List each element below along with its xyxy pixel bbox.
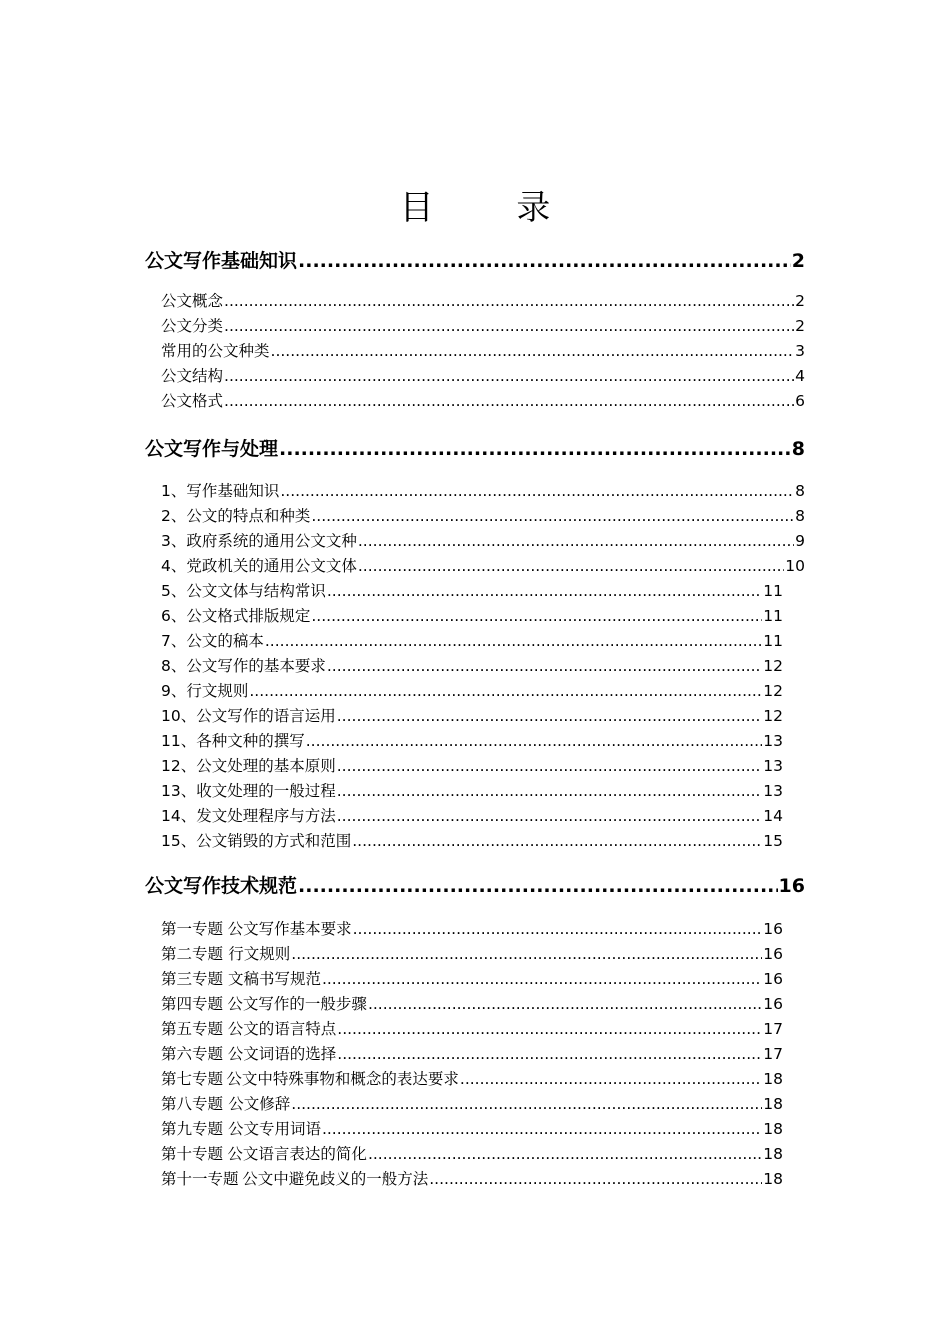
entry-prefix: 第一专题 [161,920,224,938]
dot-leader [291,945,762,963]
dot-leader [291,1095,762,1113]
entry-page: 12 [763,682,783,700]
dot-leader [224,392,794,410]
section-page: 8 [791,438,805,460]
toc-entry[interactable] [161,364,805,386]
dot-leader [327,582,762,600]
toc-entry[interactable] [161,1042,783,1064]
toc-section-2[interactable] [145,434,805,460]
dot-leader [429,1170,762,1188]
dot-leader [368,995,762,1013]
entry-label: 公文分类 [161,317,224,335]
entry-prefix: 第五专题 [161,1020,224,1038]
entry-label: 公文的语言特点 [227,1020,337,1038]
toc-entry[interactable] [161,804,783,826]
toc-entry[interactable] [161,942,783,964]
dot-leader [337,1020,762,1038]
entry-label: 行文规则 [228,945,291,963]
entry-page: 8 [795,482,805,500]
entry-page: 6 [795,392,805,410]
entry-page: 10 [785,557,805,575]
entry-page: 3 [795,342,805,360]
entry-label: 文稿书写规范 [227,970,321,988]
entry-label: 公文格式 [161,392,224,410]
toc-entry[interactable] [161,529,805,551]
entry-page: 12 [763,707,783,725]
entry-prefix: 第三专题 [161,970,224,988]
entry-page: 18 [763,1070,783,1088]
entry-page: 14 [763,807,783,825]
entry-page: 16 [763,945,783,963]
entry-label: 公文修辞 [228,1095,291,1113]
toc-entry[interactable] [161,554,805,576]
entry-page: 18 [763,1120,783,1138]
toc-section-1[interactable] [145,246,805,272]
dot-leader [322,1120,762,1138]
toc-entry[interactable] [161,654,783,676]
entry-label: 公文概念 [161,292,224,310]
dot-leader [306,732,763,750]
entry-label: 8、公文写作的基本要求 [161,657,326,675]
entry-label: 公文语言表达的简化 [227,1145,367,1163]
entry-page: 18 [763,1145,783,1163]
toc-entry[interactable] [161,289,805,311]
section-page: 2 [791,250,805,272]
entry-prefix: 第九专题 [161,1120,224,1138]
entry-page: 16 [763,995,783,1013]
entry-page: 16 [763,920,783,938]
entry-label: 2、公文的特点和种类 [161,507,311,525]
dot-leader [224,367,794,385]
entry-prefix: 第十一专题 [161,1170,239,1188]
toc-entry[interactable] [161,1092,783,1114]
entry-page: 18 [763,1095,783,1113]
page-title: 目 录 [399,188,587,228]
entry-prefix: 第十专题 [161,1145,224,1163]
entry-label: 公文写作基本要求 [227,920,352,938]
toc-entry[interactable] [161,917,783,939]
entry-page: 8 [795,507,805,525]
toc-entry[interactable] [161,779,783,801]
dot-leader [249,682,762,700]
entry-prefix: 第四专题 [161,995,224,1013]
dot-leader [337,807,763,825]
dot-leader [358,557,784,575]
entry-prefix: 第八专题 [161,1095,224,1113]
dot-leader [265,632,762,650]
entry-label: 公文词语的选择 [227,1045,337,1063]
entry-label: 14、发文处理程序与方法 [161,807,336,825]
entry-prefix: 第七专题 [161,1070,224,1088]
dot-leader [353,920,763,938]
dot-leader [337,1045,762,1063]
toc-entry[interactable] [161,992,783,1014]
entry-label: 4、党政机关的通用公文文体 [161,557,357,575]
entry-label: 10、公文写作的语言运用 [161,707,336,725]
dot-leader [311,507,794,525]
toc-entry[interactable] [161,829,783,851]
toc-entry[interactable] [161,679,783,701]
toc-entry[interactable] [161,1142,783,1164]
toc-entry[interactable] [161,754,783,776]
toc-entry[interactable] [161,1117,783,1139]
section-label: 公文写作基础知识 [145,250,298,272]
entry-page: 11 [763,582,783,600]
entry-label: 公文中避免歧义的一般方法 [242,1170,429,1188]
entry-label: 3、政府系统的通用公文文种 [161,532,357,550]
toc-entry[interactable] [161,967,783,989]
entry-label: 7、公文的稿本 [161,632,264,650]
dot-leader [322,970,762,988]
entry-label: 13、收文处理的一般过程 [161,782,336,800]
toc-entry[interactable] [161,1017,783,1039]
dot-leader [298,875,778,897]
entry-label: 公文专用词语 [227,1120,321,1138]
dot-leader [337,707,763,725]
entry-page: 11 [763,632,783,650]
dot-leader [279,438,791,460]
toc-entry[interactable] [161,389,805,411]
toc-section-3[interactable] [145,871,805,897]
entry-prefix: 第二专题 [161,945,224,963]
section-label: 公文写作与处理 [145,438,279,460]
entry-label: 12、公文处理的基本原则 [161,757,336,775]
entry-page: 13 [763,782,783,800]
entry-label: 公文中特殊事物和概念的表达要求 [226,1070,459,1088]
dot-leader [460,1070,762,1088]
entry-label: 常用的公文种类 [161,342,270,360]
entry-page: 9 [795,532,805,550]
entry-label: 1、写作基础知识 [161,482,280,500]
entry-label: 9、行文规则 [161,682,249,700]
entry-label: 公文写作的一般步骤 [227,995,367,1013]
entry-page: 13 [763,757,783,775]
dot-leader [271,342,795,360]
dot-leader [298,250,791,272]
section-page: 16 [778,875,805,897]
toc-entry[interactable] [161,1167,783,1189]
entry-page: 2 [795,292,805,310]
entry-label: 6、公文格式排版规定 [161,607,311,625]
entry-label: 15、公文销毁的方式和范围 [161,832,352,850]
dot-leader [368,1145,762,1163]
entry-page: 11 [763,607,783,625]
dot-leader [280,482,794,500]
dot-leader [224,317,794,335]
toc-entry[interactable] [161,504,805,526]
entry-page: 13 [763,732,783,750]
toc-entry[interactable] [161,339,805,361]
entry-label: 11、各种文种的撰写 [161,732,305,750]
entry-page: 18 [763,1170,783,1188]
toc-entry[interactable] [161,629,783,651]
entry-page: 17 [763,1020,783,1038]
toc-entry[interactable] [161,479,805,501]
dot-leader [337,782,763,800]
toc-entry[interactable] [161,314,805,336]
entry-page: 12 [763,657,783,675]
entry-page: 4 [795,367,805,385]
entry-page: 2 [795,317,805,335]
toc-entry[interactable] [161,704,783,726]
entry-page: 17 [763,1045,783,1063]
entry-page: 15 [763,832,783,850]
dot-leader [358,532,794,550]
toc-entry[interactable] [161,1067,783,1089]
dot-leader [337,757,763,775]
entry-label: 公文结构 [161,367,224,385]
toc-entry[interactable] [161,604,783,626]
toc-entry[interactable] [161,729,783,751]
dot-leader [311,607,762,625]
toc-entry[interactable] [161,579,783,601]
entry-label: 5、公文文体与结构常识 [161,582,326,600]
dot-leader [352,832,762,850]
entry-page: 16 [763,970,783,988]
section-label: 公文写作技术规范 [145,875,298,897]
dot-leader [327,657,762,675]
dot-leader [224,292,794,310]
entry-prefix: 第六专题 [161,1045,224,1063]
